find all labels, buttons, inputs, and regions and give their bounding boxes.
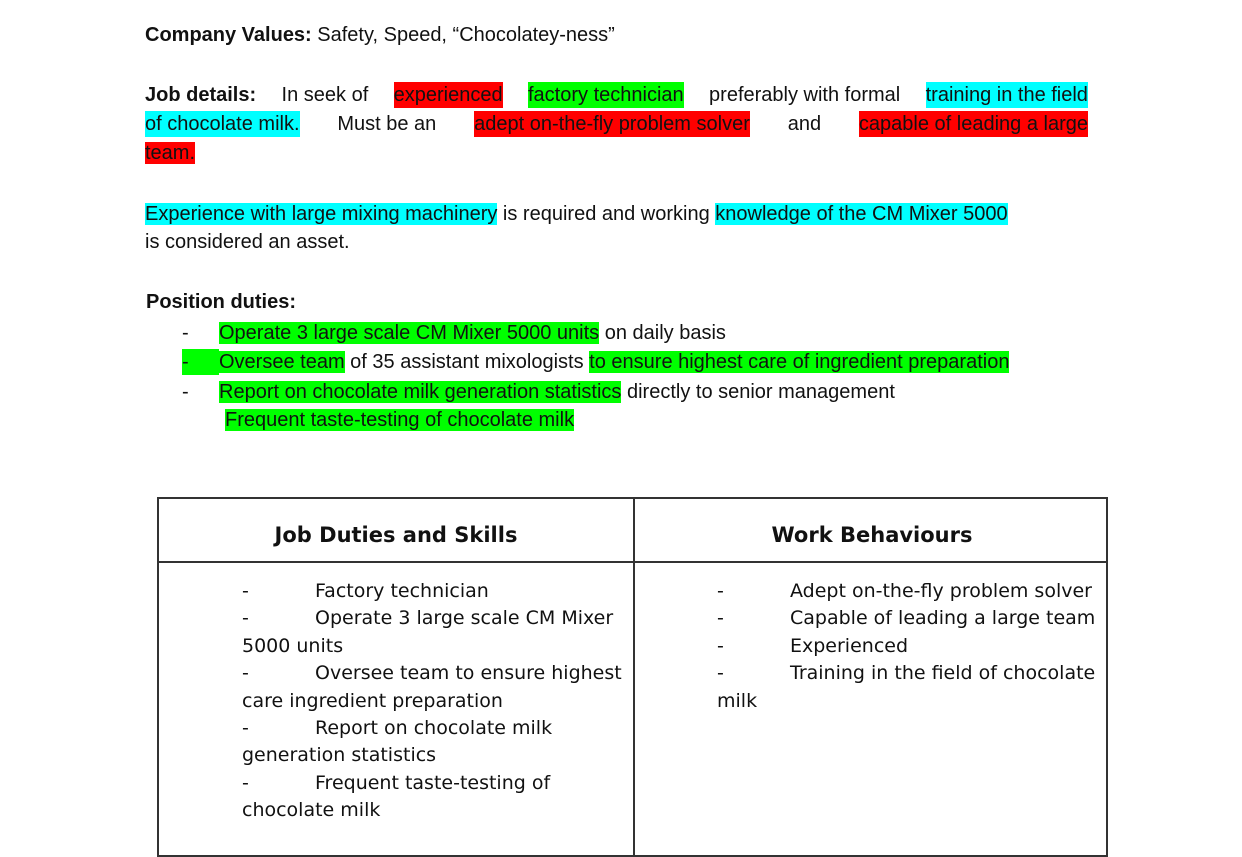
list-item-text: Training in the field of chocolate <box>790 662 1096 685</box>
list-item-continuation <box>242 742 622 769</box>
list-item-text: Experienced <box>790 634 909 657</box>
list-item <box>717 660 1097 687</box>
job-details-text: Must be an <box>337 113 437 135</box>
experience-line-2: is considered an asset. <box>145 231 350 253</box>
list-item-text: Oversee team to ensure highest <box>315 662 622 685</box>
list-item-text: generation statistics <box>242 744 437 767</box>
list-dash: - <box>242 662 249 685</box>
list-item-text: Frequent taste-testing of <box>315 771 551 794</box>
duty-highlight: Report on chocolate milk generation statistics <box>219 381 622 403</box>
list-item-continuation <box>242 633 622 660</box>
list-item-text: Operate 3 large scale CM Mixer <box>315 607 614 630</box>
list-dash: - <box>242 716 249 739</box>
list-dash: - <box>242 771 249 794</box>
list-item <box>717 633 1097 660</box>
list-dash: - <box>717 607 724 630</box>
highlight-capable: capable of leading a large <box>858 113 1088 135</box>
list-item <box>242 770 622 797</box>
list-item <box>242 605 622 632</box>
highlight-training-cont: of chocolate milk. <box>145 113 300 135</box>
duty-item-3 <box>219 379 895 405</box>
list-item-continuation <box>717 688 1097 715</box>
duty-text: of 35 assistant mixologists <box>344 351 590 373</box>
highlight-capable-cont: team. <box>145 142 196 164</box>
duty-highlight: Oversee team <box>219 351 345 373</box>
list-dash: - <box>242 607 249 630</box>
job-details-label: Job details: <box>145 84 257 106</box>
position-duties-heading-text: Position duties: <box>146 291 296 313</box>
list-item <box>717 578 1097 605</box>
duty-highlight: Operate 3 large scale CM Mixer 5000 units <box>219 322 600 344</box>
company-values-label: Company Values: <box>145 24 312 46</box>
list-dash: - <box>717 662 724 685</box>
list-dash: - <box>717 580 724 602</box>
list-item-text: milk <box>717 689 758 712</box>
bullet-dash: - <box>182 322 189 344</box>
table-header-divider <box>159 561 1106 563</box>
work-behaviours-cell <box>717 578 1097 715</box>
list-item <box>242 660 622 687</box>
duty-highlight: Frequent taste-testing of chocolate milk <box>225 409 575 431</box>
list-item-text: chocolate milk <box>242 799 381 822</box>
position-duties-heading <box>146 289 296 315</box>
job-details-line-3 <box>145 140 195 166</box>
highlight-cm-mixer-knowledge: knowledge of the CM Mixer 5000 <box>715 203 1008 225</box>
list-item-text: care ingredient preparation <box>242 689 503 712</box>
job-details-line-1 <box>145 82 1088 108</box>
highlight-adept: adept on-the-fly problem solver <box>474 113 750 135</box>
list-item-continuation <box>242 797 622 824</box>
bullet-dash: - <box>182 349 219 375</box>
job-details-text: In seek of <box>281 84 369 106</box>
list-item-text: Adept on-the-fly problem solver <box>790 580 1092 602</box>
highlight-experienced: experienced <box>393 84 503 106</box>
highlight-factory-technician: factory technician <box>528 84 684 106</box>
duty-text: directly to senior management <box>621 381 895 403</box>
list-dash: - <box>242 580 249 602</box>
duty-text: on daily basis <box>599 322 726 344</box>
table-header-work-behaviours: Work Behaviours <box>771 523 973 547</box>
duty-highlight: to ensure highest care of ingredient preparation <box>589 351 1010 373</box>
company-values-text: Safety, Speed, “Chocolatey-ness” <box>311 24 615 46</box>
list-item-text: 5000 units <box>242 634 344 657</box>
list-item <box>242 715 622 742</box>
duty-item-1 <box>219 320 726 346</box>
list-item-text: Factory technician <box>315 580 489 602</box>
job-duties-cell <box>242 578 622 825</box>
company-values-line <box>145 22 615 48</box>
job-details-text: preferably with formal <box>709 84 901 106</box>
list-dash: - <box>717 634 724 657</box>
experience-text: is required and working <box>497 203 716 225</box>
job-details-text: and <box>787 113 822 135</box>
table-column-divider <box>633 499 635 855</box>
list-item <box>242 578 622 605</box>
duty-item-2 <box>219 349 1009 375</box>
list-item-text: Report on chocolate milk <box>315 716 553 739</box>
table-header-job-duties: Job Duties and Skills <box>274 523 518 547</box>
highlight-mixing-machinery: Experience with large mixing machinery <box>145 203 498 225</box>
duties-behaviours-table <box>157 497 1108 857</box>
job-details-line-2 <box>145 111 1088 137</box>
list-item <box>717 605 1097 632</box>
experience-line-1 <box>145 201 1008 227</box>
list-item-continuation <box>242 688 622 715</box>
bullet-dash: - <box>182 381 189 403</box>
highlight-training: training in the field <box>925 84 1088 106</box>
duty-item-4 <box>225 407 574 433</box>
list-item-text: Capable of leading a large team <box>790 607 1096 630</box>
